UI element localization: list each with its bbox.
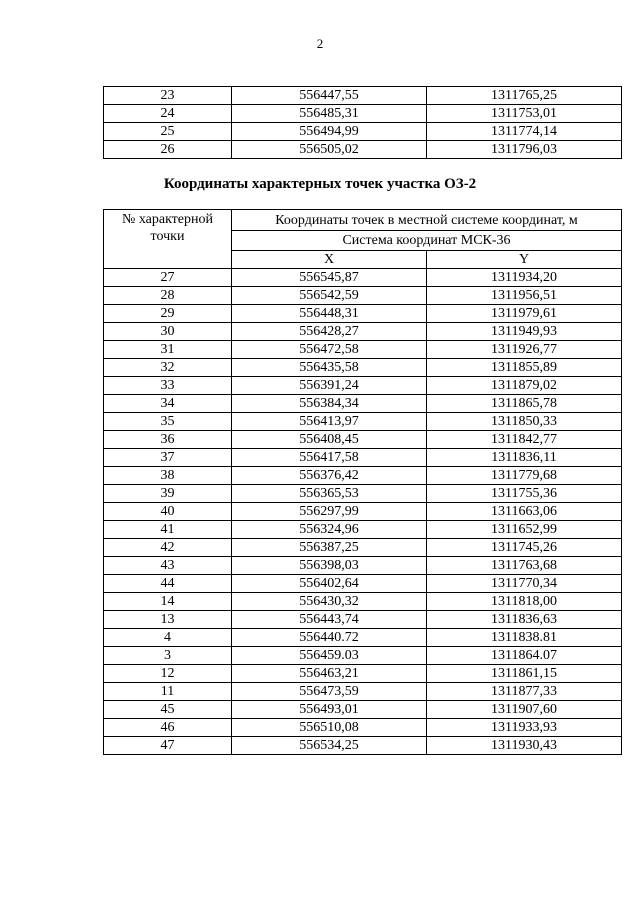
point-number-cell: 45 xyxy=(104,701,232,719)
point-number-cell: 34 xyxy=(104,395,232,413)
coordinates-header xyxy=(232,210,622,231)
y-coordinate-cell: 1311877,33 xyxy=(427,683,622,701)
y-coordinate-cell: 1311842,77 xyxy=(427,431,622,449)
table-row xyxy=(104,539,622,557)
y-coordinate-cell: 1311956,51 xyxy=(427,287,622,305)
table-row xyxy=(104,503,622,521)
y-coordinate-cell: 1311926,77 xyxy=(427,341,622,359)
table-row xyxy=(104,305,622,323)
table-row xyxy=(104,593,622,611)
x-coordinate-cell: 556440.72 xyxy=(232,629,427,647)
point-number-cell: 23 xyxy=(104,87,232,105)
point-number-cell: 31 xyxy=(104,341,232,359)
section-title: Координаты характерных точек участка ОЗ-2 xyxy=(163,176,477,192)
point-number-cell: 26 xyxy=(104,141,232,159)
y-coordinate-cell: 1311755,36 xyxy=(427,485,622,503)
y-coordinate-cell: 1311934,20 xyxy=(427,269,622,287)
table-row xyxy=(104,105,622,123)
top-coordinates-table xyxy=(103,86,622,159)
table-row xyxy=(104,431,622,449)
y-coordinate-cell: 1311930,43 xyxy=(427,737,622,755)
x-coordinate-cell: 556534,25 xyxy=(232,737,427,755)
point-number-cell: 41 xyxy=(104,521,232,539)
y-coordinate-cell: 1311933,93 xyxy=(427,719,622,737)
table-row xyxy=(104,467,622,485)
table-row xyxy=(104,87,622,105)
table-row xyxy=(104,701,622,719)
point-number-cell: 29 xyxy=(104,305,232,323)
table-row xyxy=(104,413,622,431)
point-number-cell: 43 xyxy=(104,557,232,575)
table-row xyxy=(104,521,622,539)
x-coordinate-cell: 556324,96 xyxy=(232,521,427,539)
x-coordinate-cell: 556387,25 xyxy=(232,539,427,557)
point-number-cell: 11 xyxy=(104,683,232,701)
point-number-cell: 42 xyxy=(104,539,232,557)
x-coordinate-cell: 556391,24 xyxy=(232,377,427,395)
point-number-cell: 27 xyxy=(104,269,232,287)
x-coordinate-cell: 556413,97 xyxy=(232,413,427,431)
table-row xyxy=(104,629,622,647)
x-coordinate-cell: 556545,87 xyxy=(232,269,427,287)
table-row xyxy=(104,611,622,629)
point-number-cell: 12 xyxy=(104,665,232,683)
y-coordinate-cell: 1311907,60 xyxy=(427,701,622,719)
table-row xyxy=(104,123,622,141)
y-coordinate-cell: 1311861,15 xyxy=(427,665,622,683)
point-number-cell: 46 xyxy=(104,719,232,737)
x-coordinate-cell: 556365,53 xyxy=(232,485,427,503)
x-coordinate-cell: 556459.03 xyxy=(232,647,427,665)
table-row xyxy=(104,269,622,287)
page-number: 2 xyxy=(316,36,324,51)
x-coordinate-cell: 556485,31 xyxy=(232,105,427,123)
point-number-cell: 39 xyxy=(104,485,232,503)
y-coordinate-cell: 1311774,14 xyxy=(427,123,622,141)
x-coordinate-cell: 556384,34 xyxy=(232,395,427,413)
point-number-cell: 38 xyxy=(104,467,232,485)
y-coordinate-cell: 1311979,61 xyxy=(427,305,622,323)
point-number-cell: 32 xyxy=(104,359,232,377)
table-row xyxy=(104,575,622,593)
point-number-cell: 33 xyxy=(104,377,232,395)
x-coordinate-cell: 556463,21 xyxy=(232,665,427,683)
x-coordinate-cell: 556494,99 xyxy=(232,123,427,141)
point-number-cell: 28 xyxy=(104,287,232,305)
table-header xyxy=(104,210,622,269)
y-coordinate-cell: 1311836,63 xyxy=(427,611,622,629)
x-coordinate-cell: 556376,42 xyxy=(232,467,427,485)
y-coordinate-cell: 1311652,99 xyxy=(427,521,622,539)
top-table-body xyxy=(104,87,622,159)
system-label: Система координат МСК-36 xyxy=(342,233,511,248)
table-row xyxy=(104,359,622,377)
x-coordinate-cell: 556398,03 xyxy=(232,557,427,575)
x-coordinate-cell: 556408,45 xyxy=(232,431,427,449)
system-header xyxy=(232,231,622,251)
point-number-cell: 44 xyxy=(104,575,232,593)
point-number-cell: 47 xyxy=(104,737,232,755)
y-coordinate-cell: 1311779,68 xyxy=(427,467,622,485)
point-number-header-text: № характерной точки xyxy=(121,212,214,244)
point-number-cell: 37 xyxy=(104,449,232,467)
y-coordinate-cell: 1311796,03 xyxy=(427,141,622,159)
point-number-cell: 14 xyxy=(104,593,232,611)
table-row xyxy=(104,557,622,575)
y-coordinate-cell: 1311763,68 xyxy=(427,557,622,575)
table-row xyxy=(104,665,622,683)
x-header: X xyxy=(232,251,427,269)
y-header: Y xyxy=(427,251,622,269)
x-coordinate-cell: 556297,99 xyxy=(232,503,427,521)
table-row xyxy=(104,485,622,503)
y-coordinate-cell: 1311753,01 xyxy=(427,105,622,123)
point-number-cell: 40 xyxy=(104,503,232,521)
point-number-cell: 35 xyxy=(104,413,232,431)
x-coordinate-cell: 556402,64 xyxy=(232,575,427,593)
point-number-cell: 24 xyxy=(104,105,232,123)
y-coordinate-cell: 1311745,26 xyxy=(427,539,622,557)
point-number-cell: 36 xyxy=(104,431,232,449)
x-coordinate-cell: 556472,58 xyxy=(232,341,427,359)
point-number-cell: 30 xyxy=(104,323,232,341)
y-coordinate-cell: 1311663,06 xyxy=(427,503,622,521)
y-coordinate-cell: 1311949,93 xyxy=(427,323,622,341)
x-coordinate-cell: 556510,08 xyxy=(232,719,427,737)
point-number-cell: 25 xyxy=(104,123,232,141)
x-coordinate-cell: 556428,27 xyxy=(232,323,427,341)
table-row xyxy=(104,737,622,755)
y-coordinate-cell: 1311836,11 xyxy=(427,449,622,467)
x-coordinate-cell: 556435,58 xyxy=(232,359,427,377)
x-coordinate-cell: 556542,59 xyxy=(232,287,427,305)
table-row xyxy=(104,141,622,159)
y-coordinate-cell: 1311770,34 xyxy=(427,575,622,593)
table-body xyxy=(104,269,622,755)
x-coordinate-cell: 556505,02 xyxy=(232,141,427,159)
table-row xyxy=(104,647,622,665)
point-number-header xyxy=(104,210,232,269)
table-row xyxy=(104,395,622,413)
table-row xyxy=(104,377,622,395)
table-row xyxy=(104,323,622,341)
y-coordinate-cell: 1311865,78 xyxy=(427,395,622,413)
table-row xyxy=(104,683,622,701)
point-number-cell: 4 xyxy=(104,629,232,647)
y-coordinate-cell: 1311864.07 xyxy=(427,647,622,665)
coordinates-table xyxy=(103,209,622,755)
point-number-cell: 13 xyxy=(104,611,232,629)
x-coordinate-cell: 556493,01 xyxy=(232,701,427,719)
x-coordinate-cell: 556473,59 xyxy=(232,683,427,701)
y-coordinate-cell: 1311818,00 xyxy=(427,593,622,611)
y-coordinate-cell: 1311850,33 xyxy=(427,413,622,431)
x-coordinate-cell: 556448,31 xyxy=(232,305,427,323)
table-row xyxy=(104,719,622,737)
table-row xyxy=(104,287,622,305)
table-row xyxy=(104,341,622,359)
x-coordinate-cell: 556417,58 xyxy=(232,449,427,467)
x-coordinate-cell: 556430,32 xyxy=(232,593,427,611)
x-coordinate-cell: 556447,55 xyxy=(232,87,427,105)
y-coordinate-cell: 1311765,25 xyxy=(427,87,622,105)
y-coordinate-cell: 1311838.81 xyxy=(427,629,622,647)
y-coordinate-cell: 1311855,89 xyxy=(427,359,622,377)
point-number-cell: 3 xyxy=(104,647,232,665)
coordinates-title: Координаты точек в местной системе координат, м xyxy=(275,212,578,228)
x-coordinate-cell: 556443,74 xyxy=(232,611,427,629)
table-row xyxy=(104,449,622,467)
y-coordinate-cell: 1311879,02 xyxy=(427,377,622,395)
